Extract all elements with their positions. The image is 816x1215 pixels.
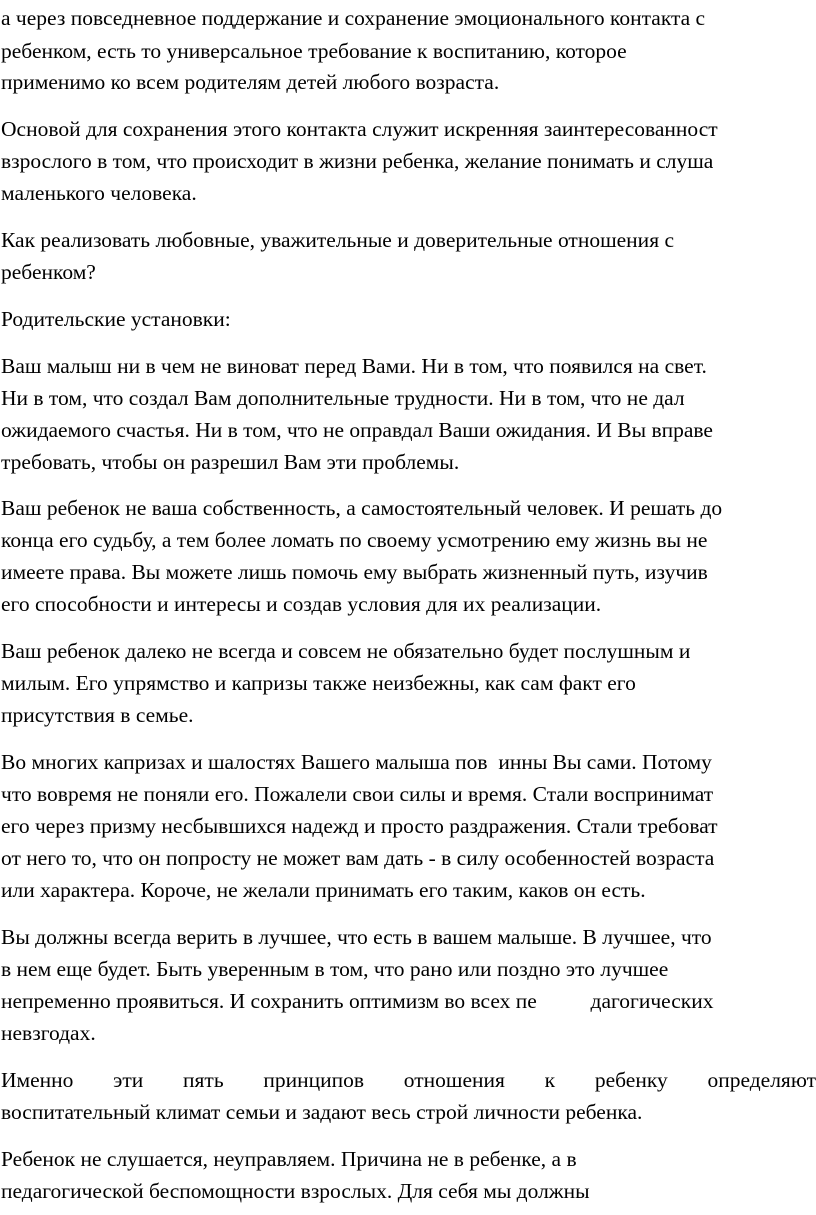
- text-line: требовать, чтобы он разрешил Вам эти проблемы.: [1, 450, 460, 474]
- text-line: его способности и интересы и создав условия для их реализации.: [1, 592, 602, 616]
- text-line: Ваш малыш ни в чем не виноват перед Вами. Ни в том, что появился на свет.: [1, 354, 707, 378]
- text-line: присутствия в семье.: [1, 703, 194, 727]
- text-line: ребенком, есть то универсальное требование к воспитанию, которое: [1, 39, 627, 63]
- text-line: ожидаемого счастья. Ни в том, что не оправдал Ваши ожидания. И Вы вправе: [1, 418, 713, 442]
- text-line: непременно проявиться. И сохранить оптимизм во всех пе дагогических: [1, 989, 714, 1013]
- text-line: Ребенок не слушается, неуправляем. Причина не в ребенке, а в: [1, 1147, 577, 1171]
- text-line: а через повседневное поддержание и сохранение эмоционального контакта с: [1, 6, 706, 30]
- text-line: в нем еще будет. Быть уверенным в том, что рано или поздно это лучшее: [1, 957, 669, 981]
- text-line: применимо ко всем родителям детей любого возраста.: [1, 70, 500, 94]
- text-line: Ваш ребенок не ваша собственность, а самостоятельный человек. И решать до: [1, 496, 723, 520]
- text-line: маленького человека.: [1, 181, 197, 205]
- text-line: Родительские установки:: [1, 307, 231, 331]
- text-line: или характера. Короче, не желали принимать его таким, каков он есть.: [1, 878, 646, 902]
- text-line: педагогической беспомощности взрослых. Для себя мы должны: [1, 1179, 590, 1203]
- text-line: Именно эти пять принципов отношения к ребенку определяют: [1, 1068, 816, 1092]
- text-line: что вовремя не поняли его. Пожалели свои силы и время. Стали воспринимат: [1, 782, 714, 806]
- text-line: Основой для сохранения этого контакта служит искренняя заинтересованност: [1, 117, 718, 141]
- text-line: Вы должны всегда верить в лучшее, что есть в вашем малыше. В лучшее, что: [1, 925, 712, 949]
- text-line: Во многих капризах и шалостях Вашего малыша пов инны Вы сами. Потому: [1, 750, 712, 774]
- text-line: его через призму несбывшихся надежд и просто раздражения. Стали требоват: [1, 814, 718, 838]
- text-line: Ни в том, что создал Вам дополнительные трудности. Ни в том, что не дал: [1, 386, 685, 410]
- text-line: Ваш ребенок далеко не всегда и совсем не обязательно будет послушным и: [1, 639, 691, 663]
- text-line: от него то, что он попросту не может вам дать - в силу особенностей возраста: [1, 846, 715, 870]
- text-line: конца его судьбу, а тем более ломать по своему усмотрению ему жизнь вы не: [1, 528, 708, 552]
- text-line: ребенком?: [1, 260, 96, 284]
- text-line: невзгодах.: [1, 1021, 96, 1045]
- text-line: имеете права. Вы можете лишь помочь ему выбрать жизненный путь, изучив: [1, 560, 708, 584]
- text-line: взрослого в том, что происходит в жизни ребенка, желание понимать и слуша: [1, 149, 714, 173]
- text-line: воспитательный климат семьи и задают весь строй личности ребенка.: [1, 1100, 643, 1124]
- text-line: милым. Его упрямство и капризы также неизбежны, как сам факт его: [1, 671, 636, 695]
- text-line: Как реализовать любовные, уважительные и доверительные отношения с: [1, 228, 674, 252]
